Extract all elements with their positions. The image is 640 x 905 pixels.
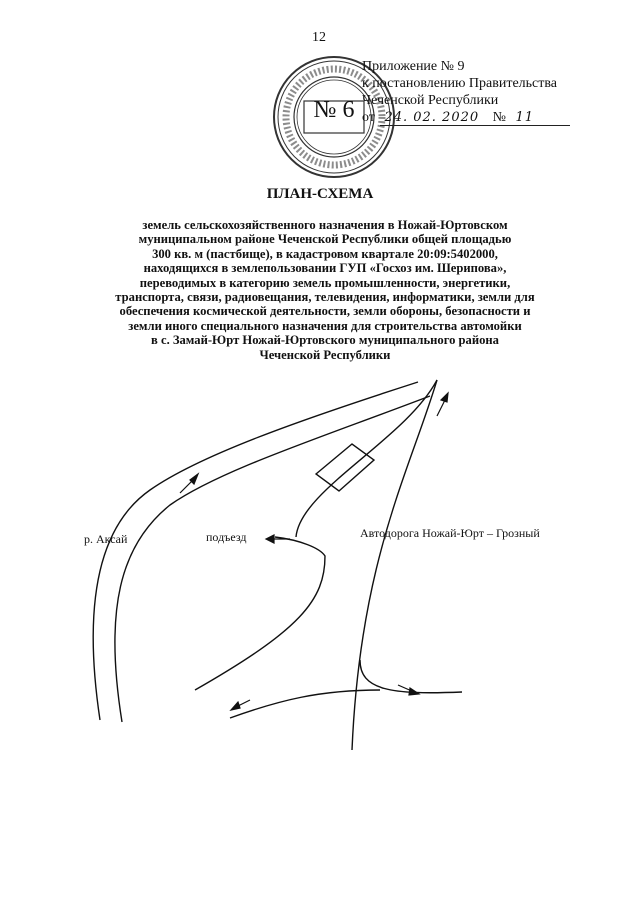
appendix-line-3: Чеченской Республики xyxy=(362,93,499,108)
highway-arrow-north xyxy=(441,393,448,402)
river-bank-outer xyxy=(93,382,418,720)
plan-description xyxy=(90,218,560,362)
number-prefix: № xyxy=(492,110,506,125)
map-drawing xyxy=(0,347,640,750)
description-line: 300 кв. м (пастбище), в кадастровом квартале 20:09:5402000, xyxy=(152,246,498,261)
description-line: земель сельскохозяйственного назначения в Ножай-Юртовском xyxy=(142,218,508,232)
decree-date: 24. 02. 2020 xyxy=(384,110,480,125)
description-line: Чеченской Республики xyxy=(259,347,391,362)
access-arrow-west xyxy=(266,535,274,543)
access-road-upper xyxy=(195,537,325,690)
access-arrow-east xyxy=(409,688,419,695)
access-road-lower-right xyxy=(360,660,462,693)
river-bank-inner xyxy=(115,396,430,722)
description-line: в с. Замай-Юрт Ножай-Юртовского муниципального района xyxy=(151,333,499,348)
decree-date-number xyxy=(362,110,582,126)
description-line: находящихся в землепользовании ГУП «Госхоз им. Шерипова», xyxy=(143,261,507,276)
description-line: обеспечения космической деятельности, земли обороны, безопасности и xyxy=(119,304,531,319)
page-title: ПЛАН-СХЕМА xyxy=(266,186,374,202)
description-line: земли иного специального назначения для строительства автомойки xyxy=(128,318,522,333)
decree-number: 11 xyxy=(515,110,535,125)
access-road-label: подъезд xyxy=(206,530,247,544)
seal-number: № 6 xyxy=(313,97,355,123)
highway-right-edge xyxy=(352,380,437,750)
access-road-lower-left xyxy=(230,690,380,718)
access-arrow-southwest xyxy=(231,702,240,710)
appendix-line-1: Приложение № 9 xyxy=(362,59,465,74)
site-plan-map xyxy=(0,347,640,750)
description-line: переводимых в категорию земель промышленности, энергетики, xyxy=(139,275,511,290)
page-number: 12 xyxy=(312,30,326,45)
date-prefix: от xyxy=(362,110,375,125)
description-line: транспорта, связи, радиовещания, телевидения, информатики, земли для xyxy=(115,290,535,305)
description-line: муниципальном районе Чеченской Республики общей площадью xyxy=(138,232,512,247)
highway-left-edge xyxy=(296,380,437,537)
appendix-header xyxy=(362,58,557,109)
appendix-line-2: к постановлению Правительства xyxy=(362,76,558,91)
signature-underline xyxy=(380,125,570,126)
highway-label: Автодорога Ножай-Юрт – Грозный xyxy=(360,526,540,540)
land-parcel xyxy=(316,444,374,491)
river-label: р. Аксай xyxy=(84,532,128,546)
